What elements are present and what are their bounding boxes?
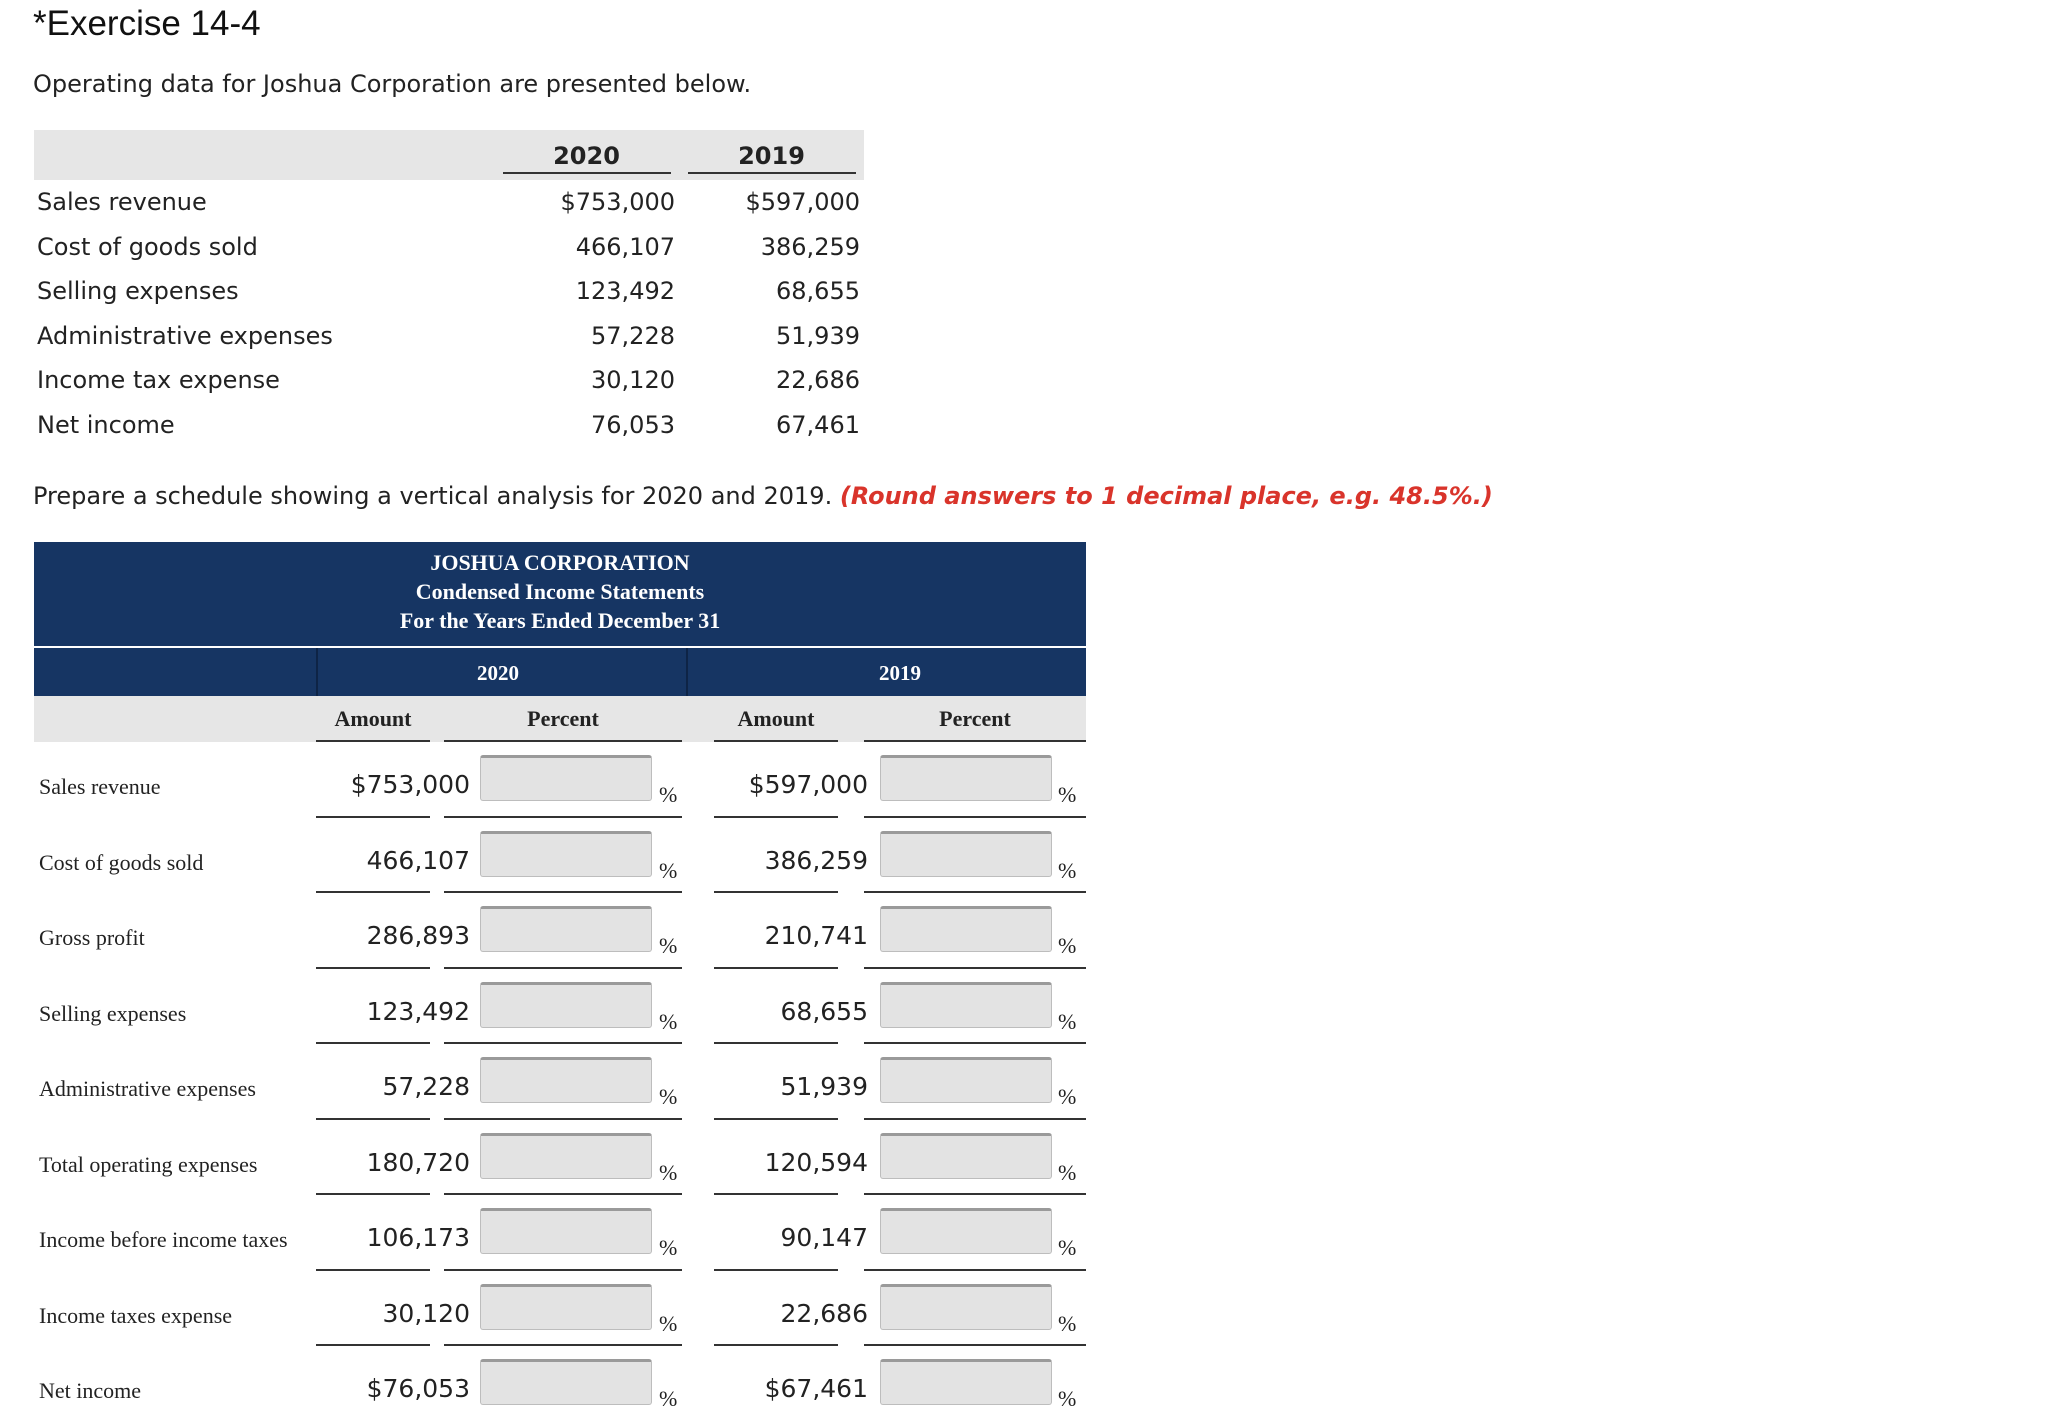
- row-label: Administrative expenses: [39, 1076, 256, 1101]
- percent-sign: %: [1058, 1386, 1077, 1411]
- year-2019-label: 2019: [879, 661, 921, 685]
- amount-2020: 106,173: [366, 1223, 470, 1252]
- percent-input-2019[interactable]: [880, 1284, 1052, 1330]
- percent-sign: %: [659, 1008, 678, 1034]
- statement-row-administrative-expenses: [34, 1044, 1086, 1120]
- value-2020: 76,053: [591, 410, 675, 439]
- amount-2020: 57,228: [382, 1072, 470, 1101]
- header-2019: 2019: [679, 130, 864, 180]
- amount-2020: $76,053: [366, 1374, 470, 1403]
- statement-title: Condensed Income Statements: [415, 579, 705, 604]
- percent-input-2020[interactable]: [480, 1208, 652, 1254]
- table-row: [34, 269, 864, 314]
- amount-2019: 22,686: [780, 1298, 868, 1328]
- row-label: Income taxes expense: [39, 1302, 233, 1328]
- amount-2019: 210,741: [764, 921, 868, 950]
- percent-input-2020[interactable]: [480, 755, 652, 801]
- percent-input-2019[interactable]: [880, 1133, 1052, 1179]
- column-header-row: [34, 696, 1086, 742]
- rounding-hint: (Round answers to 1 decimal place, e.g. 48.5%.): [839, 482, 1493, 510]
- instruction-text: Prepare a schedule showing a vertical analysis for 2020 and 2019.: [33, 482, 833, 510]
- percent-sign: %: [659, 1159, 678, 1185]
- header-2020: 2020: [494, 130, 679, 180]
- statement-row-income-taxes-expense: [34, 1271, 1086, 1347]
- amount-2019: $67,461: [764, 1374, 868, 1403]
- statement-row-gross-profit: [34, 893, 1086, 969]
- percent-sign: %: [1058, 782, 1077, 807]
- statement-row-sales-revenue: [34, 742, 1086, 818]
- percent-input-2019[interactable]: [880, 831, 1052, 877]
- row-label: Income before income taxes: [39, 1227, 288, 1252]
- row-label: Cost of goods sold: [37, 232, 258, 261]
- percent-sign: %: [1058, 1008, 1077, 1034]
- amount-2020: 286,893: [366, 921, 470, 950]
- income-statement: [34, 542, 1086, 1422]
- col-amount-2019: Amount: [737, 706, 815, 731]
- year-separator: [686, 648, 688, 696]
- row-label: Administrative expenses: [37, 321, 333, 350]
- percent-input-2019[interactable]: [880, 906, 1052, 952]
- amount-2020: 123,492: [366, 996, 470, 1026]
- percent-sign: %: [1058, 1084, 1077, 1109]
- percent-sign: %: [659, 933, 678, 958]
- table-row: [34, 314, 864, 359]
- value-2019: $597,000: [745, 188, 860, 217]
- amount-2020: 180,720: [366, 1147, 470, 1177]
- row-label: Cost of goods sold: [39, 849, 204, 875]
- percent-sign: %: [659, 1084, 678, 1109]
- amount-2019: 90,147: [780, 1223, 868, 1252]
- statement-row-cost-of-goods-sold: [34, 818, 1086, 894]
- percent-sign: %: [659, 1386, 678, 1411]
- row-label: Gross profit: [39, 925, 145, 950]
- amount-2019: $597,000: [748, 770, 868, 799]
- row-label: Sales revenue: [39, 774, 161, 799]
- percent-input-2020[interactable]: [480, 1133, 652, 1179]
- operating-header-row: [34, 130, 864, 180]
- amount-2020: 30,120: [382, 1298, 470, 1328]
- amount-2019: 120,594: [764, 1147, 868, 1177]
- table-row: [34, 225, 864, 270]
- intro-text: Operating data for Joshua Corporation are presented below.: [33, 70, 752, 98]
- row-label: Net income: [37, 410, 175, 439]
- value-2019: 68,655: [776, 277, 860, 306]
- table-row: [34, 180, 864, 225]
- amount-2019: 386,259: [764, 845, 868, 875]
- percent-input-2019[interactable]: [880, 755, 1052, 801]
- value-2020: 30,120: [591, 366, 675, 395]
- percent-sign: %: [1058, 933, 1077, 958]
- percent-input-2020[interactable]: [480, 1284, 652, 1330]
- value-2019: 51,939: [776, 321, 860, 350]
- percent-sign: %: [659, 857, 678, 883]
- operating-data-table: [34, 130, 864, 447]
- percent-input-2019[interactable]: [880, 1057, 1052, 1103]
- exercise-title: *Exercise 14-4: [33, 4, 261, 43]
- amount-2019: 51,939: [780, 1072, 868, 1101]
- percent-input-2019[interactable]: [880, 1208, 1052, 1254]
- row-label: Income tax expense: [37, 366, 280, 395]
- table-row: [34, 358, 864, 403]
- statement-row-income-before-taxes: [34, 1195, 1086, 1271]
- percent-sign: %: [659, 1310, 678, 1336]
- percent-input-2019[interactable]: [880, 982, 1052, 1028]
- value-2019: 22,686: [776, 366, 860, 395]
- percent-sign: %: [1058, 857, 1077, 883]
- percent-input-2020[interactable]: [480, 906, 652, 952]
- row-label: Sales revenue: [37, 188, 207, 217]
- percent-sign: %: [1058, 1159, 1077, 1185]
- statement-period: For the Years Ended December 31: [399, 608, 721, 633]
- percent-input-2020[interactable]: [480, 1359, 652, 1405]
- year-2020-label: 2020: [477, 661, 519, 685]
- col-percent-2020: Percent: [527, 706, 599, 731]
- percent-sign: %: [1058, 1310, 1077, 1336]
- percent-input-2020[interactable]: [480, 831, 652, 877]
- row-label: Selling expenses: [39, 1000, 187, 1026]
- value-2020: 57,228: [591, 321, 675, 350]
- table-row: [34, 403, 864, 448]
- amount-2020: 466,107: [366, 845, 470, 875]
- row-label: Total operating expenses: [39, 1151, 258, 1177]
- percent-input-2019[interactable]: [880, 1359, 1052, 1405]
- statement-row-total-operating-expenses: [34, 1120, 1086, 1196]
- year-band: [34, 648, 1086, 696]
- percent-sign: %: [659, 1235, 678, 1260]
- percent-input-2020[interactable]: [480, 1057, 652, 1103]
- statement-row-net-income: [34, 1346, 1086, 1422]
- value-2019: 386,259: [760, 232, 860, 261]
- instruction: [33, 482, 1493, 510]
- row-label: Selling expenses: [37, 277, 239, 306]
- statement-header: [34, 542, 1086, 646]
- row-label: Net income: [39, 1378, 142, 1403]
- header-blank: [34, 130, 494, 180]
- amount-2020: $753,000: [350, 770, 470, 799]
- company-name: JOSHUA CORPORATION: [430, 550, 690, 575]
- amount-2019: 68,655: [780, 996, 868, 1026]
- percent-input-2020[interactable]: [480, 982, 652, 1028]
- value-2020: $753,000: [560, 188, 675, 217]
- value-2020: 123,492: [575, 277, 675, 306]
- value-2019: 67,461: [776, 410, 860, 439]
- value-2020: 466,107: [575, 232, 675, 261]
- percent-sign: %: [1058, 1235, 1077, 1260]
- col-amount-2020: Amount: [334, 706, 412, 731]
- year-separator: [316, 648, 318, 696]
- col-percent-2019: Percent: [939, 706, 1011, 731]
- statement-row-selling-expenses: [34, 969, 1086, 1045]
- percent-sign: %: [659, 782, 678, 807]
